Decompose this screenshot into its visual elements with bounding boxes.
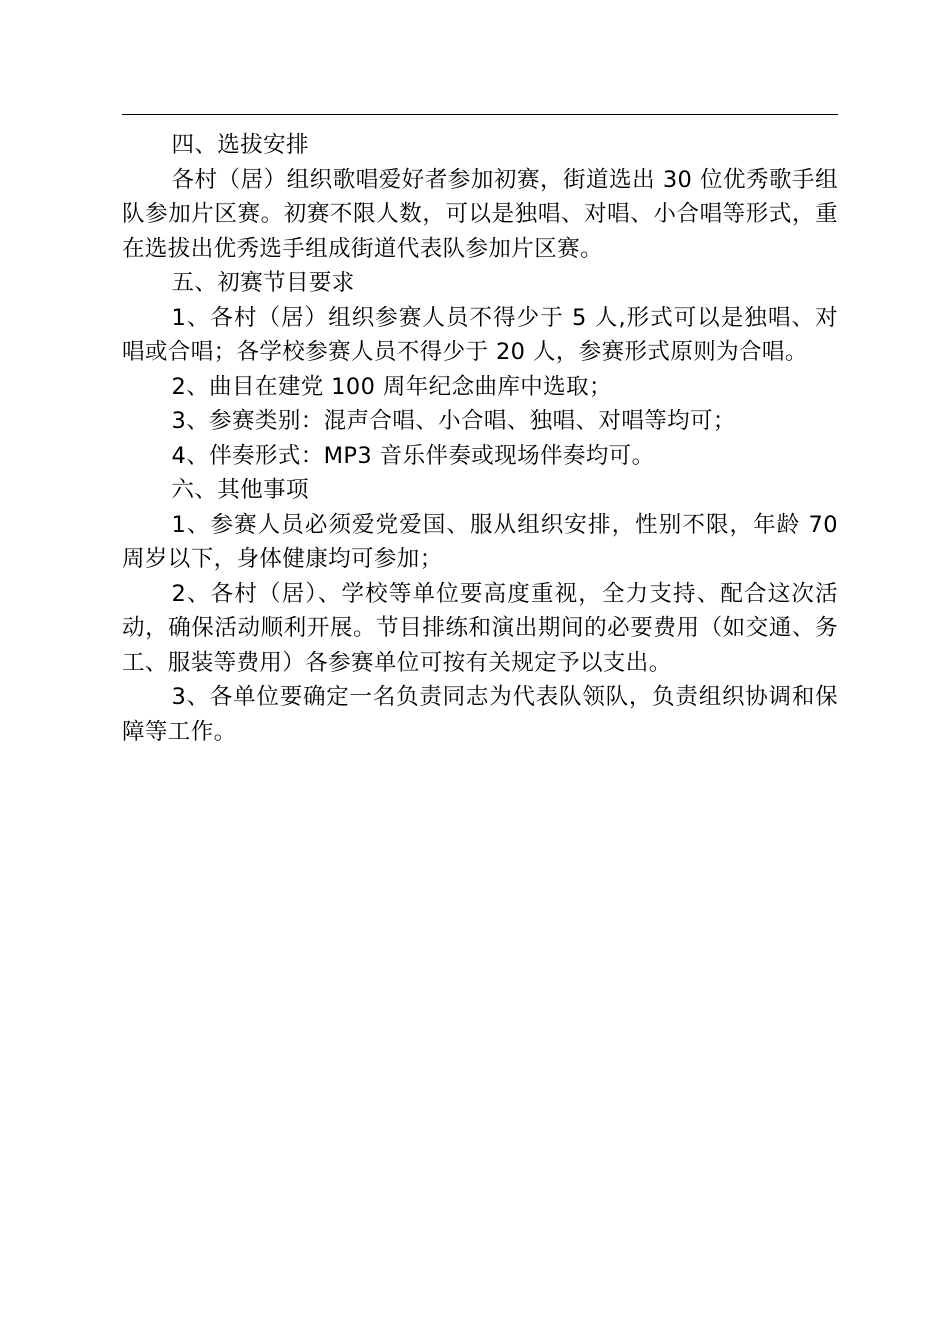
paragraph-requirements-2: 2、曲目在建党 100 周年纪念曲库中选取； — [171, 373, 612, 400]
section-heading-preliminary-requirements: 五、初赛节目要求 — [171, 270, 355, 296]
paragraph-requirements-1: 1、各村（居）组织参赛人员不得少于 5 人,形式可以是独唱、对唱或合唱；各学校参赛人员不得少于 20 人，参赛形式原则为合唱。 — [122, 304, 838, 365]
paragraph-selection-1: 各村（居）组织歌唱爱好者参加初赛，街道选出 30 位优秀歌手组队参加片区赛。初赛不限人数，可以是独唱、对唱、小合唱等形式，重在选拔出优秀选手组成街道代表队参加片区赛。 — [122, 166, 838, 262]
header-rule — [122, 114, 838, 115]
paragraph-other-3: 3、各单位要确定一名负责同志为代表队领队，负责组织协调和保障等工作。 — [122, 684, 838, 745]
paragraph-requirements-4: 4、伴奏形式：MP3 音乐伴奏或现场伴奏均可。 — [171, 442, 655, 469]
paragraph-other-1: 1、参赛人员必须爱党爱国、服从组织安排，性别不限，年龄 70 周岁以下，身体健康均可参加； — [122, 511, 838, 572]
section-heading-selection: 四、选拔安排 — [171, 132, 309, 158]
section-heading-other-matters: 六、其他事项 — [171, 477, 309, 503]
document-body — [122, 128, 838, 749]
paragraph-requirements-3: 3、参赛类别：混声合唱、小合唱、独唱、对唱等均可； — [171, 408, 736, 434]
paragraph-other-2: 2、各村（居）、学校等单位要高度重视，全力支持、配合这次活动，确保活动顺利开展。节目排练和演出期间的必要费用（如交通、务工、服装等费用）各参赛单位可按有关规定予以支出。 — [122, 580, 838, 676]
document-page — [122, 0, 838, 1344]
